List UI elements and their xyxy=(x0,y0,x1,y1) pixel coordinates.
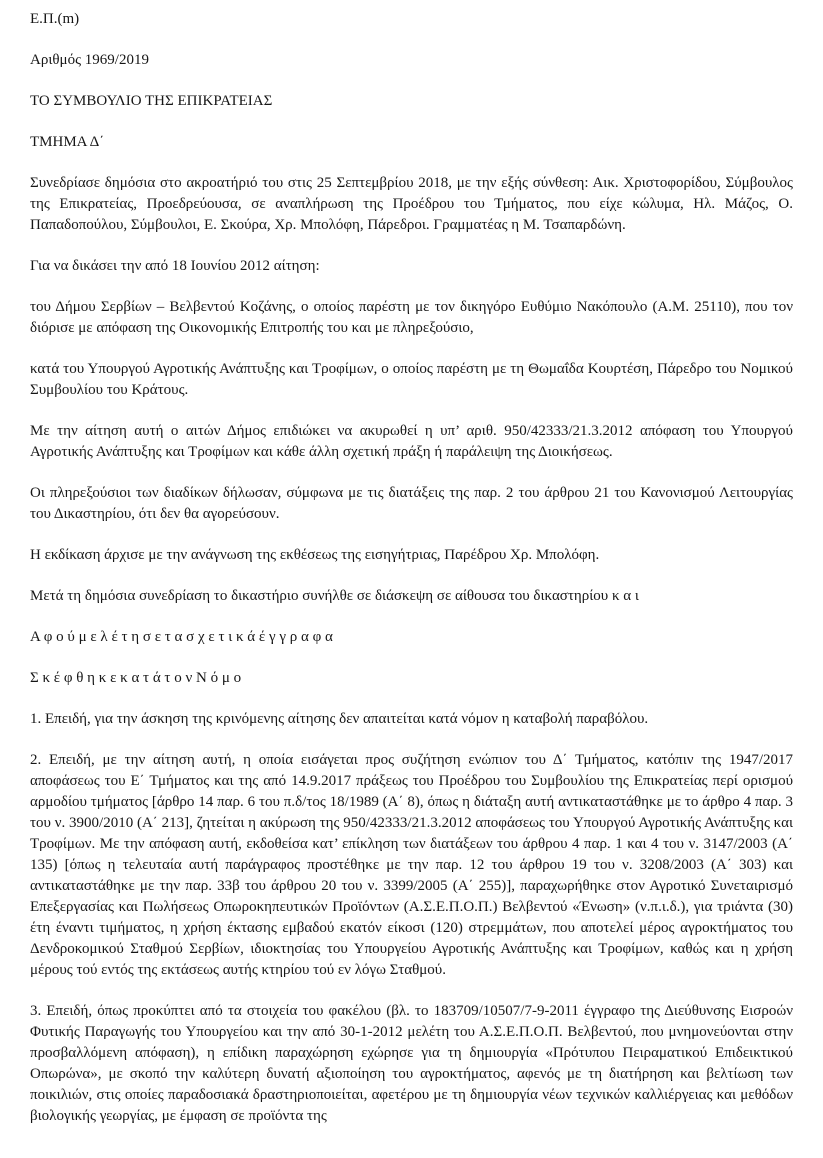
case-code: Ε.Π.(m) xyxy=(30,11,80,27)
parties-declaration: Οι πληρεξούσιοι των διαδίκων δήλωσαν, σύμφωνα με τις διατάξεις της παρ. 2 του άρθρου 21 του Κανονισμού Λειτουργίας του Δικαστηρίου, ότι δεν θα αγορεύσουν. xyxy=(30,485,797,522)
applicant: του Δήμου Σερβίων – Βελβεντού Κοζάνης, ο οποίος παρέστη με τον δικηγόρο Ευθύμιο Νακόπουλο (Α.Μ. 25110), που τον διόρισε με απόφαση της Οικονομικής Επιτροπής του και με πληρεξούσιο, xyxy=(30,299,797,336)
decision-document-body xyxy=(30,9,797,1127)
consideration-1: 1. Επειδή, για την άσκηση της κρινόμενης αίτησης δεν απαιτείται κατά νόμον η καταβολή παραβόλου. xyxy=(30,711,649,727)
petition-object: Με την αίτηση αυτή ο αιτών Δήμος επιδιώκει να ακυρωθεί η υπ’ αριθ. 950/42333/21.3.2012 απόφαση του Υπουργού Αγροτικής Ανάπτυξης και Τροφίμων και κάθε άλλη σχετική πράξη ή παράλειψη της Διοικήσεως. xyxy=(30,423,796,460)
hearing-start: Η εκδίκαση άρχισε με την ανάγνωση της εκθέσεως της εισηγήτριας, Παρέδρου Χρ. Μπολόφη. xyxy=(30,547,600,563)
court-title: ΤΟ ΣΥΜΒΟΥΛΙΟ ΤΗΣ ΕΠΙΚΡΑΤΕΙΑΣ xyxy=(30,93,273,109)
reasoned-by-law-heading: Σ κ έ φ θ η κ ε κ α τ ά τ ο ν Ν ό μ ο xyxy=(30,670,242,686)
session-composition: Συνεδρίασε δημόσια στο ακροατήριό του στις 25 Σεπτεμβρίου 2018, με την εξής σύνθεση: Αικ. Χριστοφορίδου, Σύμβουλος της Επικρατείας, Προεδρεύουσα, σε αναπλήρωση της Προέδρου του Τμήματος, που είχε κώλυμα, Ηλ. Μάζος, Ο. Παπαδοπούλου, Σύμβουλοι, Ε. Σκούρα, Χρ. Μπολόφη, Πάρεδροι. Γραμματέας η Μ. Τσαπαρδώνη. xyxy=(30,175,797,233)
chamber-title: ΤΜΗΜΑ Δ΄ xyxy=(30,134,105,150)
hearing-subject: Για να δικάσει την από 18 Ιουνίου 2012 αίτηση: xyxy=(30,258,320,274)
consideration-3: 3. Επειδή, όπως προκύπτει από τα στοιχεία του φακέλου (βλ. το 183709/10507/7-9-2011 έγγραφο της Διεύθυνσης Εισροών Φυτικής Παραγωγής του Υπουργείου και την από 30-1-2012 μελέτη του Α.Σ.Ε.Π.Ο.Π. Βελβεντού, που μνημονεύονται στην προσβαλλόμενη απόφαση), η επίδικη παραχώρηση εχώρησε για τη δημιουργία «Πρότυπου Πειραματικού Επιδεικτικού Οπωρώνα», με σκοπό την καλύτερη δυνατή αξιοποίηση του αγροκτήματος, αφενός με τη διατήρηση και βελτίωση των ποικιλιών, στις οποίες παραδοσιακά δραστηριοποιείται, αφετέρου με τη δημιουργία νέων τεχνικών καλλιέργειας και μεθόδων βιολογικής γεωργίας, με έμφαση σε προϊόντα της xyxy=(30,1003,797,1124)
deliberation: Μετά τη δημόσια συνεδρίαση το δικαστήριο συνήλθε σε διάσκεψη σε αίθουσα του δικαστηρίου κ α ι xyxy=(30,588,639,604)
consideration-2: 2. Επειδή, με την αίτηση αυτή, η οποία εισάγεται προς συζήτηση ενώπιον του Δ΄ Τμήματος, κατόπιν της 1947/2017 αποφάσεως του Ε΄ Τμήματος και της από 14.9.2017 πράξεως του Προέδρου του Συμβουλίου της Επικρατείας περί ορισμού αρμοδίου τμήματος [άρθρο 14 παρ. 6 του π.δ/τος 18/1989 (Α΄ 8), όπως η διάταξη αυτή αντικαταστάθηκε με το άρθρο 4 παρ. 3 του ν. 3900/2010 (Α΄ 213], ζητείται η ακύρωση της 950/42333/21.3.2012 αποφάσεως του Υπουργού Αγροτικής Ανάπτυξης και Τροφίμων. Με την απόφαση αυτή, εκδοθείσα κατ’ επίκληση των διατάξεων του άρθρου 4 παρ. 1 και 4 του ν. 3147/2003 (Α΄ 135) [όπως η τελευταία αυτή παράγραφος προστέθηκε με την παρ. 12 του άρθρου 19 του ν. 3208/2003 (Α΄ 303) και αντικαταστάθηκε με την παρ. 33β του άρθρου 20 του ν. 3399/2005 (Α΄ 255)], παραχωρήθηκε στον Αγροτικό Συνεταιρισμό Επεξεργασίας και Πωλήσεως Οπωροκηπευτικών Προϊόντων (Α.Σ.Ε.Π.Ο.Π.) Βελβεντού «Ένωση» (ν.π.ι.δ.), για τριάντα (30) έτη έναντι τιμήματος, η χρήση έκτασης εμβαδού εκατόν είκοσι (120) στρεμμάτων, που αποτελεί μέρος αγροκτήματος του Δενδροκομικού Σταθμού Σερβίων, ιδιοκτησίας του Υπουργείου Αγροτικής Ανάπτυξης και Τροφίμων, καθώς και η χρήση μέρους τού εντός της εκτάσεως αυτής κτηρίου τού εν λόγω Σταθμού. xyxy=(30,752,797,978)
decision-number: Αριθμός 1969/2019 xyxy=(30,52,149,68)
considered-documents-heading: Α φ ο ύ μ ε λ έ τ η σ ε τ α σ χ ε τ ι κ ά έ γ γ ρ α φ α xyxy=(30,629,333,645)
respondent: κατά του Υπουργού Αγροτικής Ανάπτυξης και Τροφίμων, ο οποίος παρέστη με τη Θωμαΐδα Κουρτέση, Πάρεδρο του Νομικού Συμβουλίου του Κράτους. xyxy=(30,361,797,398)
